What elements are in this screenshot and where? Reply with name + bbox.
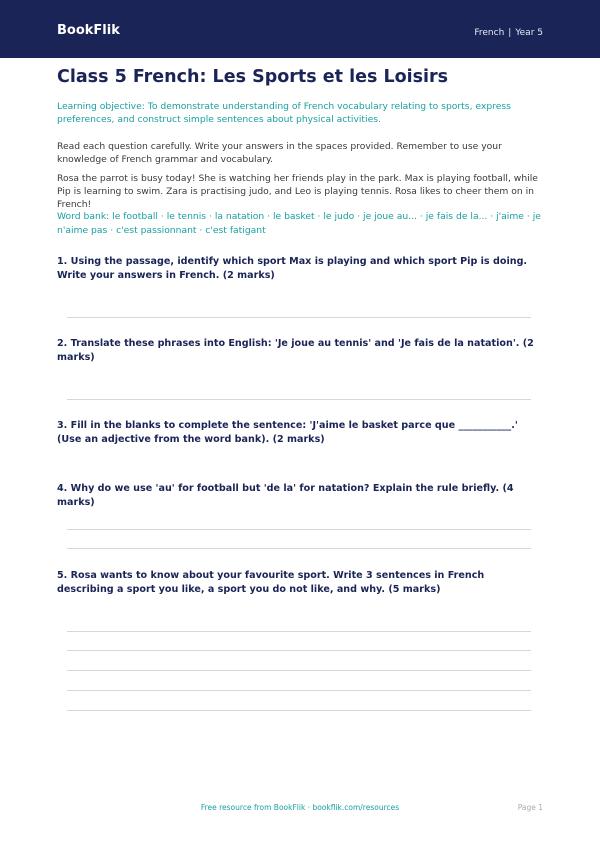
subject-label: French xyxy=(474,28,505,38)
word-bank: Word bank: le football · le tennis · la natation · le basket · le judo · je joue au... · je fais de la... · j'aime · je n'aime pas · c'est passionnant · c'est fatigant xyxy=(57,211,541,236)
answer-line[interactable] xyxy=(67,317,531,318)
year-label: Year 5 xyxy=(515,28,543,38)
brand-logo[interactable]: BookFlik xyxy=(57,23,120,38)
meta-separator: | xyxy=(508,28,512,38)
page-title: Class 5 French: Les Sports et les Loisirs xyxy=(57,67,449,87)
answer-line[interactable] xyxy=(67,650,531,651)
question-3: 3. Fill in the blanks to complete the sentence: 'J'aime le basket parce que ___________.' (Use an adjective from the word bank). (2 marks) xyxy=(57,420,518,445)
question-1: 1. Using the passage, identify which sport Max is playing and which sport Pip is doing. Write your answers in French. (2 marks) xyxy=(57,256,528,281)
answer-line[interactable] xyxy=(67,529,531,530)
answer-line[interactable] xyxy=(67,670,531,671)
passage-text: Rosa the parrot is busy today! She is watching her friends play in the park. Max is playing football, while Pip is learning to swim. Zara is practising judo, and Leo is playing tennis. Rosa likes to cheer them on in French! xyxy=(57,173,538,210)
answer-line[interactable] xyxy=(67,631,531,632)
answer-line[interactable] xyxy=(67,548,531,549)
question-2: 2. Translate these phrases into English: 'Je joue au tennis' and 'Je fais de la natation'. (2 marks) xyxy=(57,338,534,363)
answer-line[interactable] xyxy=(67,399,531,400)
header-bar xyxy=(0,0,600,58)
answer-line[interactable] xyxy=(67,710,531,711)
page-number: Page 1 xyxy=(517,803,543,812)
question-5: 5. Rosa wants to know about your favourite sport. Write 3 sentences in French describing a sport you like, a sport you do not like, and why. (5 marks) xyxy=(57,570,485,595)
footer-link[interactable]: Free resource from BookFlik · bookflik.com/resources xyxy=(200,803,400,812)
header-meta xyxy=(474,27,543,39)
answer-line[interactable] xyxy=(67,690,531,691)
instructions-text: Read each question carefully. Write your answers in the spaces provided. Remember to use your knowledge of French grammar and vocabulary. xyxy=(57,141,502,165)
question-4: 4. Why do we use 'au' for football but 'de la' for natation? Explain the rule briefly. (4 marks) xyxy=(57,483,514,508)
learning-objective: Learning objective: To demonstrate understanding of French vocabulary relating to sports, express preferences, and construct simple sentences about physical activities. xyxy=(57,101,511,125)
